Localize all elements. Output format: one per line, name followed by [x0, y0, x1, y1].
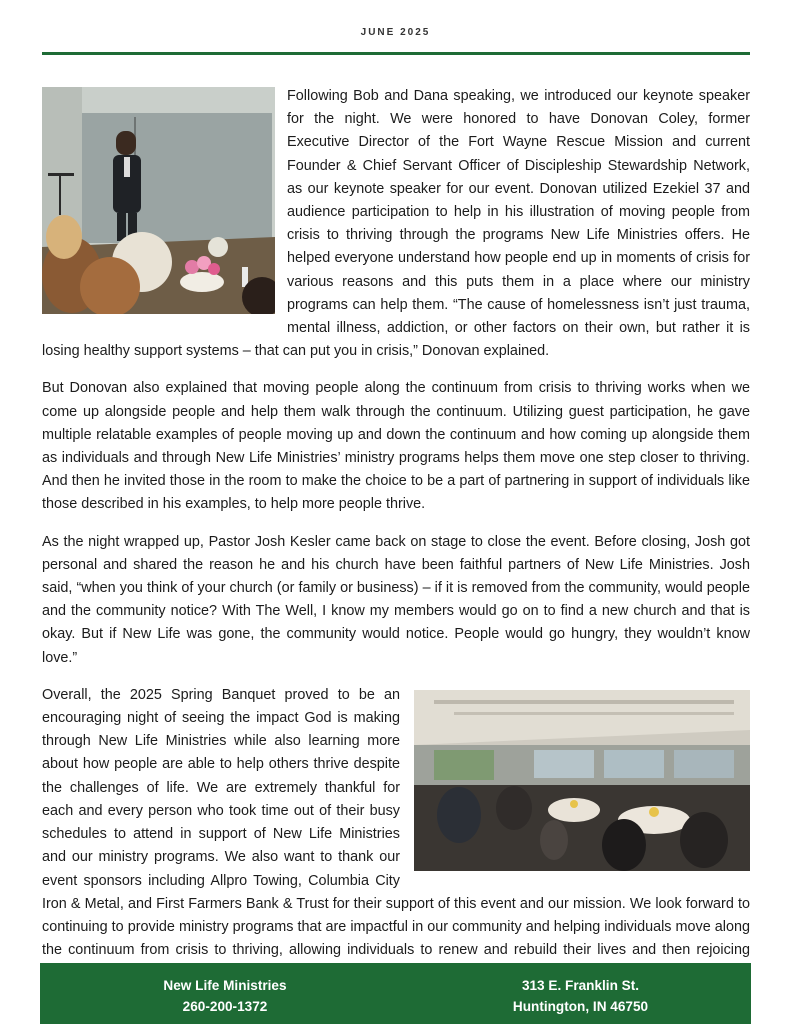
paragraph-3: As the night wrapped up, Pastor Josh Kesler came back on stage to close the event. Before closing, Josh got personal and shared the reason he and his church have been faithful partners of New Life Ministries. Josh said, “when you think of your church (or family or business) – if it is removed from the community, would people and the community notice? With The Well, I know my members would go on to find a new church and that is okay. But if New Life was gone, the community would notice. People would go hungry, they wouldn’t know love.”: [42, 533, 750, 666]
header-divider: [42, 52, 750, 55]
footer-city: Huntington, IN 46750: [512, 999, 649, 1014]
paragraph-2: But Donovan also explained that moving people along the continuum from crisis to thriving works when we come up alongside people and help them walk through the continuum. Utilizing guest participation, he gave multiple relatable examples of people moving up and down the continuum and how coming up alongside them as individuals and through New Life Ministries’ ministry programs helps them move one step closer to thriving. And then he invited those in the room to make the choice to be a part of partnering in support of individuals like those described in his examples, to help more people thrive.: [42, 380, 750, 513]
paragraph-1: Following Bob and Dana speaking, we introduced our keynote speaker for the night. We were honored to have Donovan Coley, former Executive Director of the Fort Wayne Rescue Mission and current Founder & Chief Servant Officer of Discipleship Stewardship Network, as our keynote speaker for our event. Donovan utilized Ezekiel 37 and audience participation to help in his illustration of moving people from crisis to thriving through the programs New Life Ministries offers. He helped everyone understand how people end up in moments of crisis for various reasons and this puts them in a place where our ministry programs can help them. “The cause of homelessness isn’t just trauma, mental illness, addiction, or other factors on their own, but rather it is losing healthy support systems – that can put you in crisis,” Donovan explained.: [42, 88, 750, 360]
speaker-photo-illustration: [42, 87, 275, 314]
footer-street: 313 E. Franklin St.: [521, 978, 640, 993]
banquet-photo: [414, 690, 750, 871]
footer-bar: [40, 963, 751, 1024]
banquet-photo-illustration: [414, 690, 750, 871]
footer-org-name: New Life Ministries: [163, 978, 287, 993]
speaker-photo: [42, 87, 275, 314]
footer-phone: 260-200-1372: [182, 999, 268, 1014]
article-body: [42, 85, 750, 1000]
newsletter-date: JUNE 2025: [360, 27, 431, 38]
paragraph-4: Overall, the 2025 Spring Banquet proved to be an encouraging night of seeing the impact God is making through New Life Ministries while also learning more about how people are able to help others thrive despite the challenges of life. We are extremely thankful for each and every person who took time out of their busy schedules to attend in support of New Life Ministries and our ministry programs. We also want to thank our event sponsors including Allpro Towing, Columbia City Iron & Metal, and First Farmers Bank & Trust for their support of this event and our mission. We look forward to continuing to provide ministry programs that are impactful in our community and helping individuals move along the continuum from crisis to thriving, allowing individuals to renew and rebuild their lives and then rejoicing: [42, 686, 750, 959]
footer-address: [410, 975, 751, 1017]
footer-contact: [40, 975, 410, 1017]
